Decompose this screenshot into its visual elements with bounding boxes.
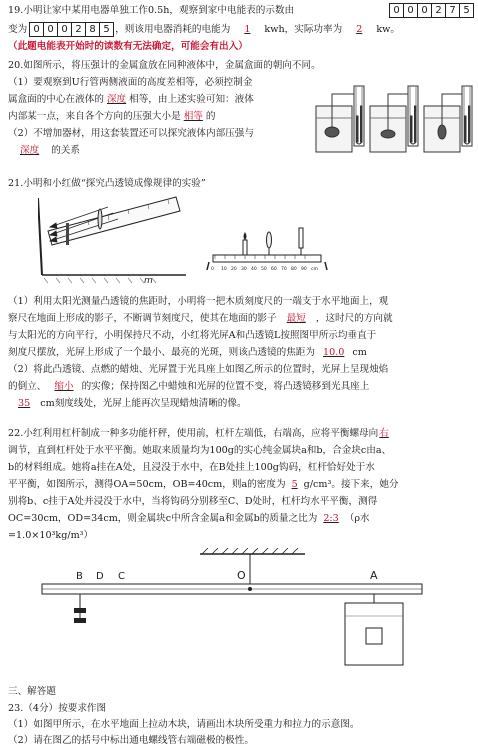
pressure-gauge-figure: [310, 76, 475, 158]
meter-digit: 5: [99, 22, 114, 37]
bench-label: 20: [231, 267, 237, 272]
answer-blank: 10.0: [323, 347, 345, 358]
meter-digit: 0: [389, 3, 404, 18]
meter-digit: 2: [431, 3, 446, 18]
pivot-point: [248, 587, 252, 591]
meter-digit: 0: [43, 22, 58, 37]
q20-line3: 属盒面的中心在液体的 深度 相等，由上述实验可知：液体: [8, 94, 254, 105]
q22-line5: 别将b、c挂于A处并浸没于水中，当将钩码分别移至C、D处时，杠杆均水平平衡，测得: [8, 496, 378, 507]
ruler-sunlight-figure: [38, 195, 188, 285]
screen-a: [66, 223, 69, 245]
meter-digit: 2: [71, 22, 86, 37]
meter-digit: 8: [85, 22, 100, 37]
lever-figure: [40, 548, 440, 673]
q22-line3: b的材料组成。她将a挂在A处，且浸没于水中，在B处挂上100g钩码，杠杆恰好处于水: [8, 462, 375, 473]
lever-label-d: D: [96, 571, 104, 582]
lens-l: [98, 209, 102, 229]
lever-label-b: B: [76, 571, 83, 582]
q21-p1e: 刻度尺摆放，光屏上形成了一个最小、最亮的光斑，则该凸透镜的焦距为 10.0 cm: [8, 347, 367, 358]
q20-line5: （2）不增加器材，用这套装置还可以探究液体内部压强与: [8, 128, 254, 139]
meter-start-reading: [389, 3, 473, 18]
q22-line7: =1.0×10³kg/m³）: [8, 530, 94, 541]
bench-label: 40: [251, 267, 257, 272]
q22-line2: 调节，直到杠杆处于水平平衡。她取来质量均为100g的实心纯金属块a和b，合金块c由a、: [8, 445, 392, 456]
meter-digit: 0: [57, 22, 72, 37]
q23-title: 23.（4分）按要求作图: [8, 703, 107, 714]
q21-p1d: 与太阳光的方向平行，小明保持尺不动，小红将光屏A和凸透镜L按照图甲所示均垂直于: [8, 330, 377, 341]
q22-line6: OC=30cm，OD=34cm，则金属块c中所含金属a和金属b的质量之比为 2:3 （ρ水: [8, 513, 370, 524]
q21-p2a: （2）将此凸透镜、点燃的蜡烛、光屏置于光具座上如图乙所示的位置时，光屏上呈现烛焰: [8, 364, 389, 375]
bench-label: 70: [281, 267, 287, 272]
hook-weight: [74, 594, 86, 623]
bench-label: 30: [241, 267, 247, 272]
q23-item1: （1）如图甲所示，在水平地面上拉动木块，请画出木块所受重力和拉力的示意图。: [8, 719, 360, 730]
meter-digit: 0: [417, 3, 432, 18]
answer-blank: 深度: [106, 94, 127, 105]
meter-end-reading: [29, 22, 113, 37]
bench-label: 60: [271, 267, 277, 272]
q20-line1: 20.如图所示，将压强计的金属盒放在同种液体中，金属盒面的朝向不同。: [8, 60, 321, 71]
answer-blank: 5: [291, 479, 298, 490]
optical-bench-figure: [205, 222, 330, 274]
bench-label: 10: [221, 267, 227, 272]
answer-blank: 右: [379, 428, 389, 439]
q19-note: （此题电能表开始时的读数有无法确定，可能会有出入）: [8, 41, 248, 52]
light-screen: [299, 228, 303, 255]
answer-blank: 2: [356, 24, 363, 35]
q23-item2: （2）请在图乙的括号中标出通电螺线管右端磁极的极性。: [8, 735, 254, 746]
pressure-gauge-2: [370, 86, 418, 152]
ruler-mark-label: m: [144, 276, 153, 285]
answer-blank: 1: [244, 24, 251, 35]
candle: [243, 232, 247, 255]
answer-blank: 最短: [286, 313, 306, 324]
convex-lens: [267, 232, 272, 255]
lever-label-a: A: [370, 569, 378, 582]
q21-p2b: 的倒立、 缩小 的实像；保持图乙中蜡烛和光屏的位置不变，将凸透镜移到光具座上: [8, 381, 370, 392]
bench-label: 0: [211, 267, 214, 272]
q20-line4: 内部某一点，来自各个方向的压强大小是 相等 的: [8, 111, 216, 122]
q21-title: 21.小明和小红做“探究凸透镜成像规律的实验”: [8, 178, 206, 189]
answer-blank: 深度: [20, 145, 40, 156]
bench-label: 50: [261, 267, 267, 272]
lever-label-c: C: [118, 571, 125, 582]
answer-blank: 缩小: [54, 381, 74, 392]
q21-p1a: （1）利用太阳光测量凸透镜的焦距时，小明将一把木质刻度尺的一端支于水平地面上，观: [8, 296, 389, 307]
answer-blank: 相等: [183, 111, 203, 122]
water-container: [345, 594, 403, 665]
section-heading: 三、解答题: [8, 686, 56, 697]
ceiling: [200, 548, 305, 554]
q21-p2d-line: 35 cm刻度线处，光屏上能再次呈现蜡烛清晰的像。: [8, 396, 470, 411]
meter-digit: 0: [29, 22, 44, 37]
answer-blank: 2:3: [323, 513, 339, 524]
lever-label-o: O: [237, 569, 246, 582]
meter-digit: 7: [445, 3, 460, 18]
bench-label: 90: [301, 267, 307, 272]
q20-line2: （1）要观察到U行管两侧液面的高度差相等，必须控制金: [8, 77, 253, 88]
pressure-gauge-3: [424, 86, 472, 152]
answer-blank: 35: [18, 398, 31, 409]
q19-line1: 19.小明让家中某用电器单独工作0.5h，观察到家中电能表的示数由: [8, 5, 295, 16]
bench-label: cm: [311, 267, 318, 272]
meter-digit: 5: [459, 3, 474, 18]
q20-line6: 深度 的关系: [8, 143, 308, 158]
q22-line4: 平平衡，如图所示，测得OA=50cm，OB=40cm，则a的密度为 5 g/cm³。接下来，她分: [8, 479, 399, 490]
bench-label: 80: [291, 267, 297, 272]
q21-p1b: 察尺在地面上形成的影子，不断调节刻度尺，使其在地面的影子 最短 ，这时尺的方向就: [8, 313, 393, 324]
meter-digit: 0: [403, 3, 418, 18]
q19-line2: 变为 ，则该用电器消耗的电能为 1 kwh，实际功率为 2 kw。: [8, 24, 400, 35]
pressure-gauge-1: [316, 86, 364, 152]
q22-line1: 22.小红利用杠杆制成一种多功能杆秤，使用前，杠杆左端低，右端高，应将平衡螺母向右: [8, 428, 389, 439]
